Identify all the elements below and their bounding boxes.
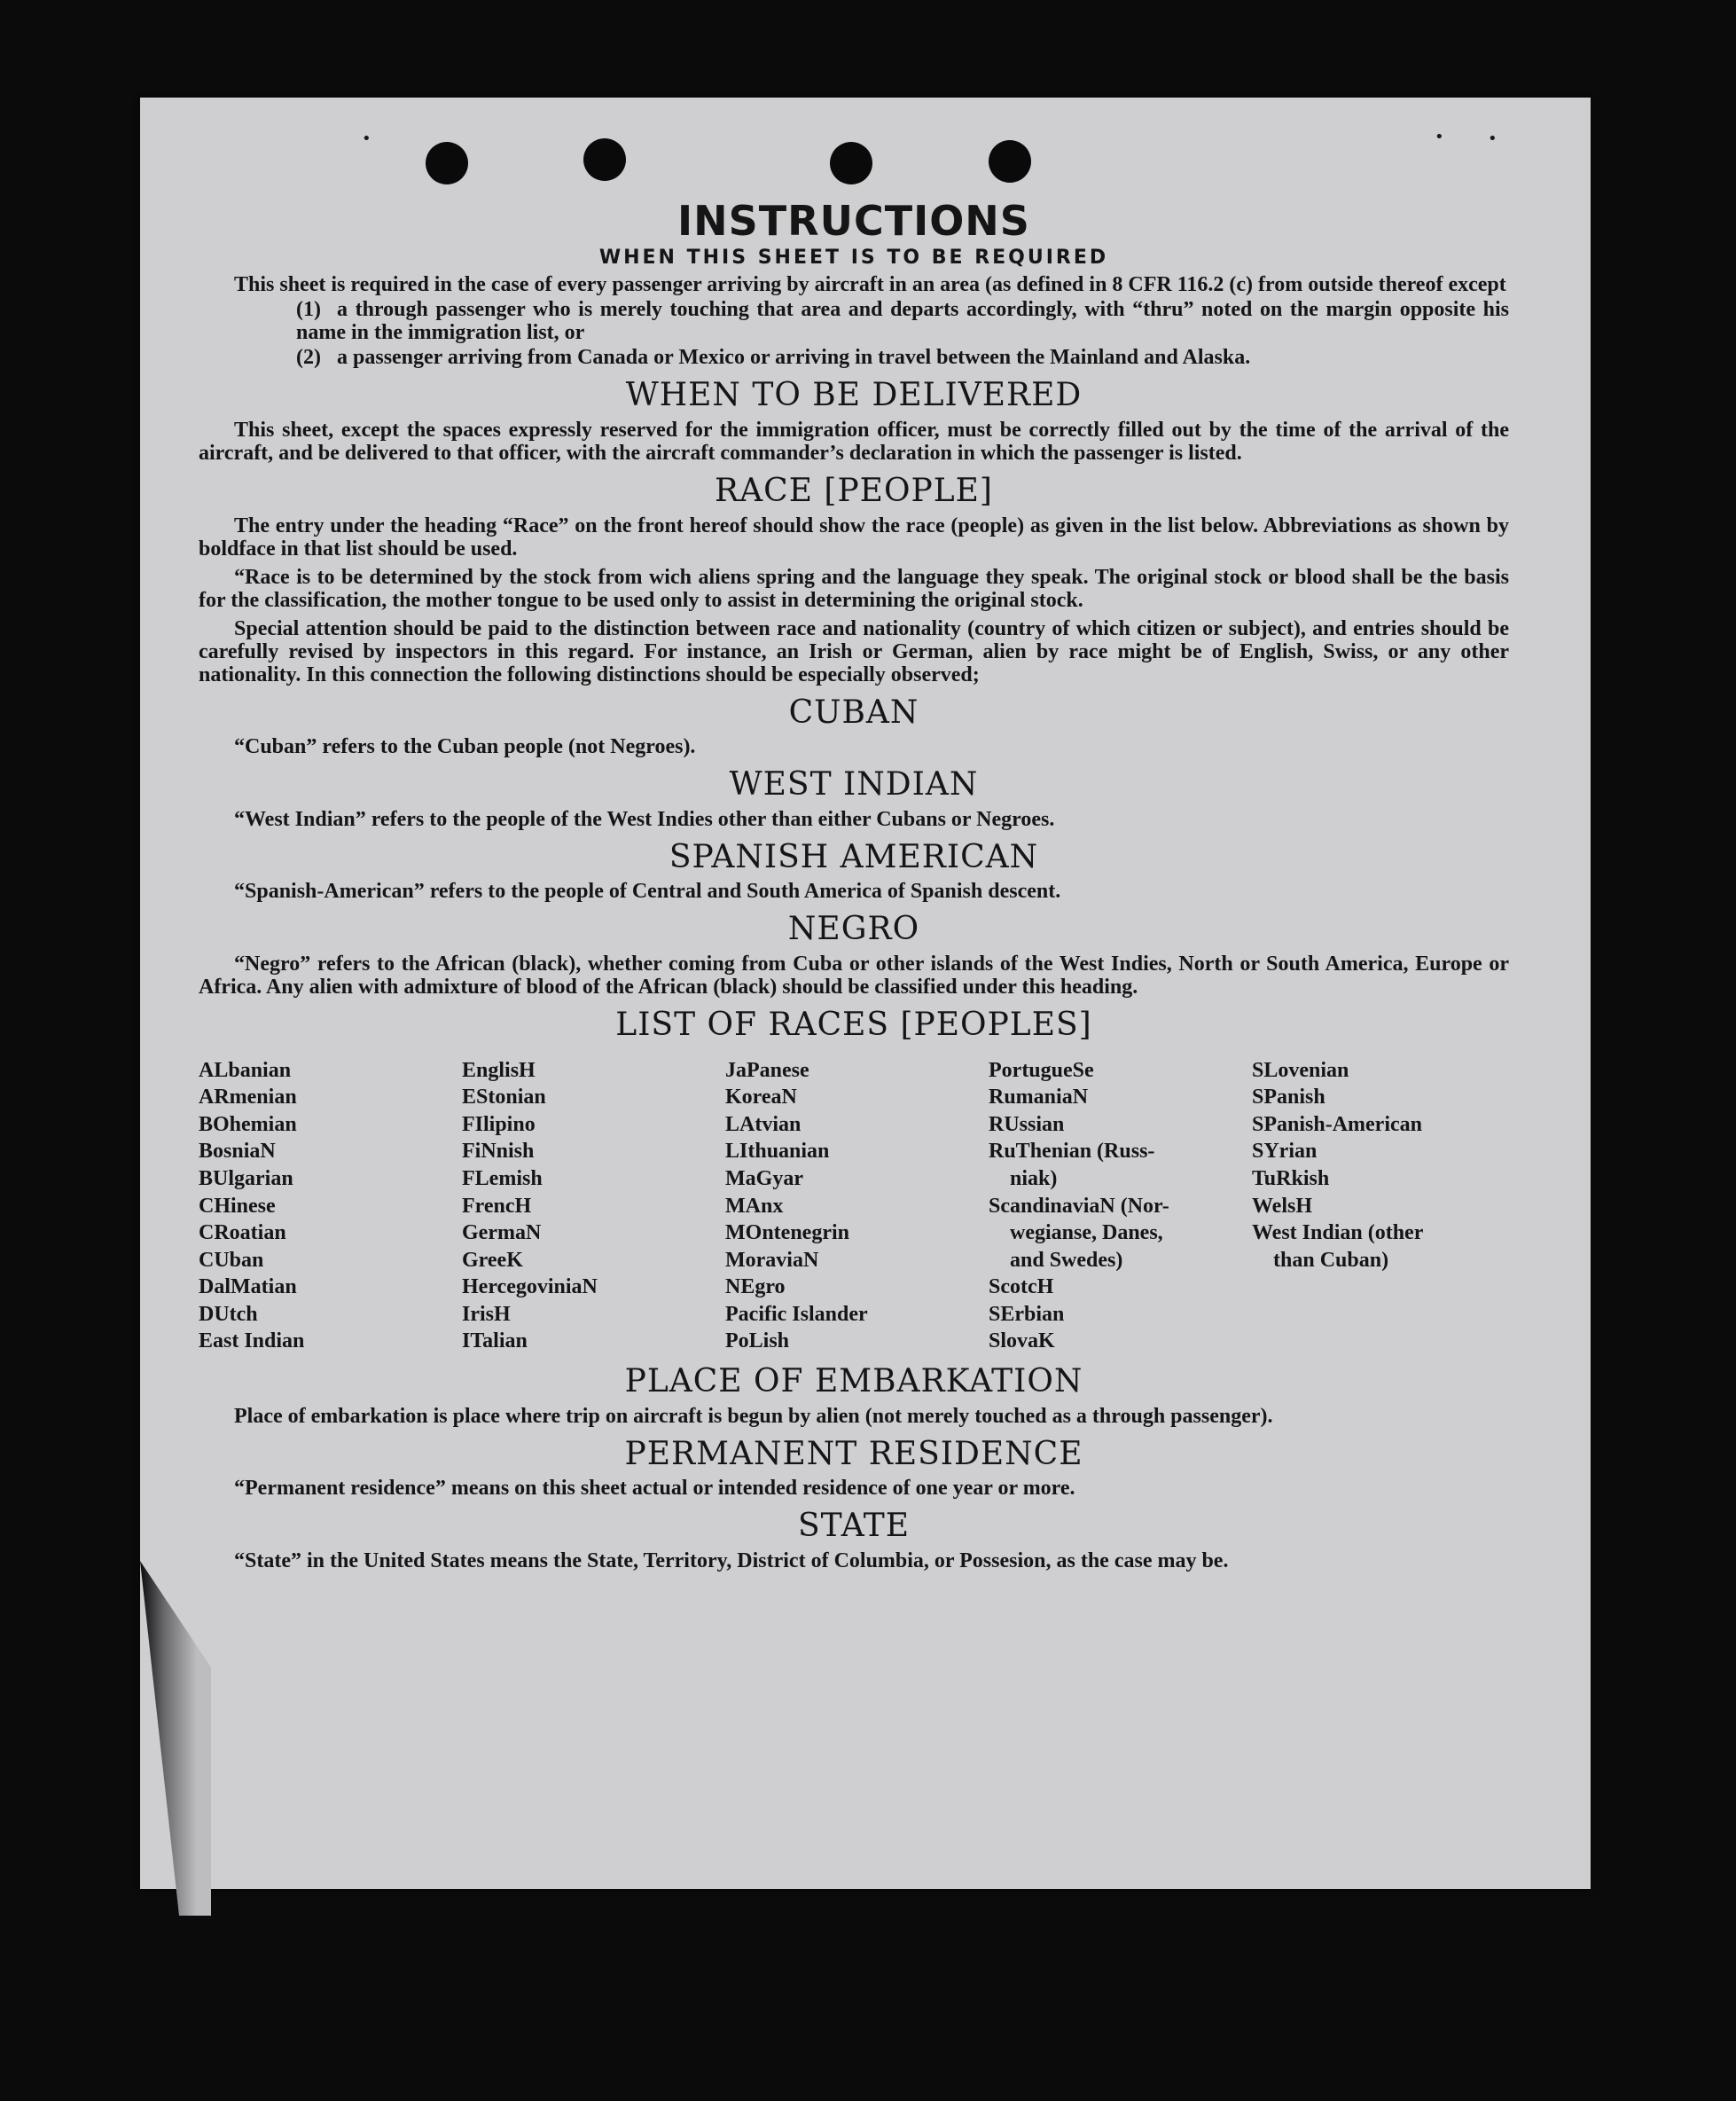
exception-text: a through passenger who is merely touching that area and departs accordingly, with “thru” noted on the margin opposite his name in the immigration list, or [296,298,1509,345]
punch-hole [583,138,626,181]
section-heading: PERMANENT RESIDENCE [624,1435,1083,1472]
race-item: CHinese [199,1194,276,1218]
section-heading: WEST INDIAN [729,766,979,804]
punch-hole [989,140,1031,183]
section-heading: LIST OF RACES [PEOPLES] [615,1006,1092,1043]
race-list [199,1057,1509,1356]
race-item: FIlipino [462,1112,536,1136]
race-item: MoraviaN [725,1248,819,1272]
section-paragraph: “State” in the United States means the State, Territory, District of Columbia, or Possesion, as the case may be. [234,1548,1229,1572]
race-item: SPanish [1252,1086,1325,1109]
race-item: DalMatian [199,1275,297,1299]
page-title: INSTRUCTIONS [677,197,1030,245]
race-column [199,1057,456,1356]
section-paragraph: “Negro” refers to the African (black), whether coming from Cuba or other islands of the West Indies, North or South America, Europe or Africa. Any alien with admixture of blood of the African (black) should be classified under this heading. [199,952,1509,999]
race-item: KoreaN [725,1086,797,1109]
race-item: CRoatian [199,1221,286,1245]
section-paragraph: This sheet, except the spaces expressly reserved for the immigration officer, must be correctly filled out by the time of the arrival of the aircraft, and be delivered to that officer, with the aircraft commander’s declaration in which the passenger is listed. [199,418,1509,465]
race-item: ALbanian [199,1058,292,1082]
section-heading: WHEN TO BE DELIVERED [625,377,1083,414]
race-item: RuThenian (Russ- [989,1140,1155,1164]
race-item: RumaniaN [989,1086,1089,1109]
exception-item [296,346,1509,369]
race-item-continued: wegianse, Danes, [1010,1221,1163,1245]
race-item-continued: and Swedes) [1010,1248,1123,1272]
race-item: RUssian [989,1112,1065,1136]
section-paragraph: Special attention should be paid to the distinction between race and nationality (country of which citizen or subject), and entries should be carefully revised by inspectors in this regard. For instance, an Irish or German, alien by race might be of English, Swiss, or any other nationality. In this connection the following distinctions should be especially observed; [199,616,1509,686]
race-item: LIthuanian [725,1140,830,1164]
race-item: PortugueSe [989,1058,1094,1082]
race-item: FLemish [462,1166,543,1190]
race-item: ARmenian [199,1086,297,1109]
ink-speck: • [362,129,371,148]
race-column [725,1057,982,1356]
section-paragraph: “West Indian” refers to the people of the West Indies other than either Cubans or Negroes. [234,807,1055,831]
section-paragraph: “Permanent residence” means on this sheet actual or intended residence of one year or more. [234,1477,1075,1501]
race-item: BosniaN [199,1140,276,1164]
race-item: HercegoviniaN [462,1275,598,1299]
ink-speck: • [1435,128,1444,146]
race-item: LAtvian [725,1112,802,1136]
ink-speck: • [1488,129,1497,148]
race-item: SlovaK [989,1329,1055,1353]
race-item: MOntenegrin [725,1221,849,1245]
section-paragraph: “Race is to be determined by the stock from wich aliens spring and the language they speak. The original stock or blood shall be the basis for the classification, the mother tongue to be used only to assist in determining the original stock. [199,565,1509,612]
section-heading: CUBAN [788,694,919,731]
race-item: SYrian [1252,1140,1318,1164]
exception-number: (1) [296,298,321,322]
section-paragraph: “Spanish-American” refers to the people of Central and South America of Spanish descent. [234,880,1061,904]
race-item: WelsH [1252,1194,1313,1218]
intro-paragraph: This sheet is required in the case of every passenger arriving by aircraft in an area (as defined in 8 CFR 116.2 (c) from outside thereof except [234,273,1506,297]
race-item: PoLish [725,1329,790,1353]
race-item: NEgro [725,1275,786,1299]
section-heading: NEGRO [787,911,920,948]
race-item: SErbian [989,1302,1065,1326]
race-item: ScandinaviaN (Nor- [989,1194,1169,1218]
race-column [989,1057,1246,1356]
race-item-continued: niak) [1010,1166,1058,1190]
race-item: FiNnish [462,1140,535,1164]
section-subtitle: WHEN THIS SHEET IS TO BE REQUIRED [598,247,1109,270]
section-paragraph: Place of embarkation is place where trip on aircraft is begun by alien (not merely touched as a through passenger). [234,1404,1273,1428]
race-item: IrisH [462,1302,511,1326]
race-item: Pacific Islander [725,1302,868,1326]
section-paragraph: “Cuban” refers to the Cuban people (not Negroes). [234,735,696,759]
race-item: DUtch [199,1302,258,1326]
race-item: SPanish-American [1252,1112,1422,1136]
race-item: TuRkish [1252,1166,1330,1190]
exception-number: (2) [296,346,321,370]
race-item: MaGyar [725,1166,803,1190]
race-item: GreeK [462,1248,523,1272]
race-column [1252,1057,1509,1356]
race-item-continued: than Cuban) [1273,1248,1389,1272]
exception-item [296,298,1509,344]
race-item: ITalian [462,1329,528,1353]
race-column [462,1057,719,1356]
section-heading: SPANISH AMERICAN [669,838,1039,875]
section-paragraph: The entry under the heading “Race” on the front hereof should show the race (people) as given in the list below. Abbreviations as shown by boldface in that list should be used. [199,513,1509,561]
section-heading: PLACE OF EMBARKATION [624,1363,1083,1400]
race-item: MAnx [725,1194,784,1218]
race-item: GermaN [462,1221,542,1245]
race-item: BOhemian [199,1112,297,1136]
section-heading: STATE [797,1508,911,1545]
document-sheet [140,98,1591,1889]
instructions-content [199,197,1509,1572]
exception-text: a passenger arriving from Canada or Mexico or arriving in travel between the Mainland and Alaska. [337,346,1251,370]
punch-hole [426,142,468,184]
punch-hole [830,142,872,184]
race-item: ScotcH [989,1275,1054,1299]
race-item: JaPanese [725,1058,809,1082]
race-item: EStonian [462,1086,546,1109]
race-item: FrencH [462,1194,532,1218]
race-item: EnglisH [462,1058,536,1082]
race-item: West Indian (other [1252,1221,1424,1245]
race-item: SLovenian [1252,1058,1349,1082]
race-item: BUlgarian [199,1166,293,1190]
race-item: CUban [199,1248,264,1272]
section-heading: RACE [PEOPLE] [715,472,993,509]
race-item: East Indian [199,1329,305,1353]
